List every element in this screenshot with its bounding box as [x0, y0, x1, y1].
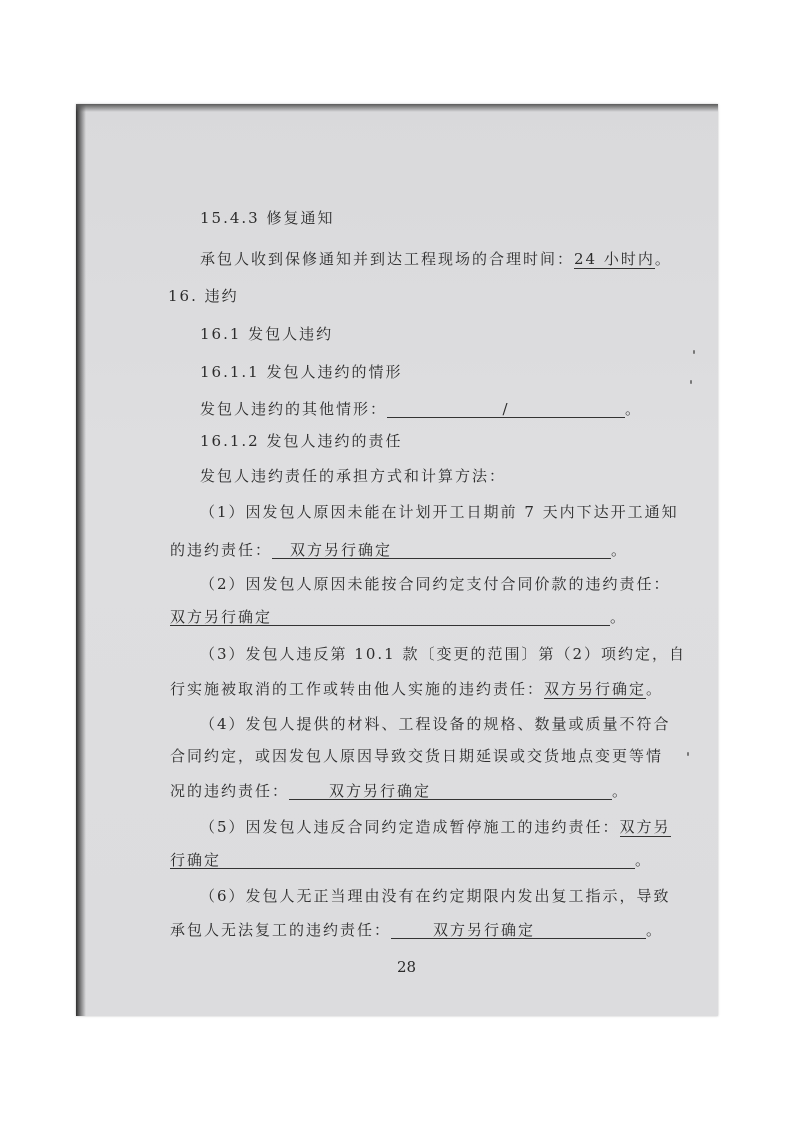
section-16-heading: 16. 违约 — [168, 287, 239, 305]
period: 。 — [611, 541, 629, 559]
period: 。 — [646, 921, 664, 939]
text: 承包人无法复工的违约责任： — [170, 921, 392, 939]
item-1-line-2 — [170, 540, 628, 560]
filled-blank: 行确定 — [170, 851, 635, 869]
period: 。 — [635, 851, 653, 869]
period: 。 — [612, 782, 630, 800]
section-16-1-heading: 16.1 发包人违约 — [200, 325, 334, 343]
page-shadow-left — [76, 104, 86, 1016]
period: 。 — [654, 250, 672, 268]
page-shadow-top — [76, 104, 718, 112]
page-number: 28 — [397, 958, 417, 976]
text: （5）因发包人违反合同约定造成暂停施工的违约责任： — [200, 818, 620, 836]
filled-blank: / — [387, 400, 625, 418]
section-15-4-3-heading: 15.4.3 修复通知 — [200, 209, 335, 227]
item-6-line-1: （6）发包人无正当理由没有在约定期限内发出复工指示，导致 — [200, 887, 671, 905]
section-16-1-1-heading: 16.1.1 发包人违约的情形 — [200, 363, 403, 381]
filled-value: 双方另 — [619, 818, 671, 836]
text: 的违约责任： — [170, 541, 273, 559]
scanned-page — [76, 104, 718, 1016]
text: 况的违约责任： — [170, 782, 290, 800]
text: 承包人收到保修通知并到达工程现场的合理时间： — [200, 250, 575, 268]
item-4-line-1: （4）发包人提供的材料、工程设备的规格、数量或质量不符合 — [200, 715, 671, 733]
period: 。 — [646, 680, 664, 698]
item-6-line-2 — [170, 920, 663, 940]
scan-speck — [687, 752, 689, 756]
scan-speck — [690, 380, 692, 384]
filled-blank: 双方另行确定 — [170, 608, 610, 626]
section-16-1-2-intro: 发包人违约责任的承担方式和计算方法： — [200, 467, 507, 485]
item-4-line-3 — [170, 781, 629, 801]
scan-speck — [693, 350, 695, 354]
item-3-line-2 — [170, 679, 663, 699]
period: 。 — [610, 608, 628, 626]
item-4-line-2: 合同约定，或因发包人原因导致交货日期延误或交货地点变更等情 — [170, 747, 664, 765]
text: 行实施被取消的工作或转由他人实施的违约责任： — [170, 680, 545, 698]
section-16-1-1-text — [200, 399, 642, 419]
item-1-line-1: （1）因发包人原因未能在计划开工日期前 7 天内下达开工通知 — [200, 503, 679, 521]
filled-blank: 双方另行确定 — [391, 921, 646, 939]
item-2-line-2 — [170, 607, 627, 627]
filled-value: 24 小时内 — [574, 250, 655, 268]
item-2-line-1: （2）因发包人原因未能按合同约定支付合同价款的违约责任： — [200, 575, 671, 593]
filled-blank: 双方另行确定 — [289, 782, 612, 800]
item-5-line-2 — [170, 850, 652, 870]
filled-blank: 双方另行确定 — [272, 541, 611, 559]
item-3-line-1: （3）发包人违反第 10.1 款〔变更的范围〕第（2）项约定，自 — [200, 645, 687, 663]
period: 。 — [625, 400, 643, 418]
text: 发包人违约的其他情形： — [200, 400, 388, 418]
section-16-1-2-heading: 16.1.2 发包人违约的责任 — [200, 432, 403, 450]
section-15-4-3-text — [200, 249, 672, 269]
item-5-line-1 — [200, 817, 671, 837]
filled-value: 双方另行确定 — [544, 680, 647, 698]
